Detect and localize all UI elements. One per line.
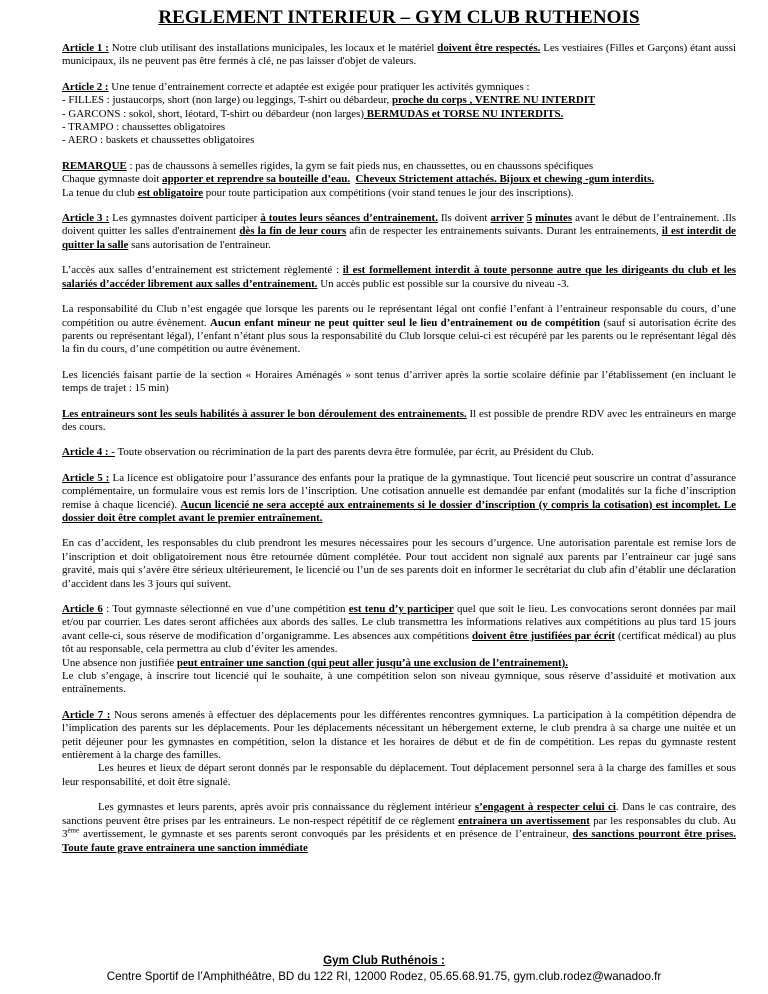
acces-paragraph: L’accès aux salles d’entrainement est strictement règlementé : il est formellement interdit à toute personne autre que les dirigeants du club et les salariés d’accéder librement aux salles d’entrainement. Un accès public est possible sur la coursive du niveau -3. (62, 264, 736, 290)
article-5-label: Article 5 : (62, 471, 110, 484)
article-1: Article 1 : Notre club utilisant des installations municipales, les locaux et le matériel doivent être respectés. Les vestiaires (Filles et Garçons) étant aussi municipaux, ils ne peuvent pas être fermés à clé, ne pas laisser d'objet de valeurs. (62, 42, 736, 68)
final-paragraph: Les gymnastes et leurs parents, après avoir pris connaissance du règlement intérieur s’engagent à respecter celui ci. Dans le cas contraire, des sanctions peuvent être prises par les entraineurs. Le non-respect répétitif de ce règlement entrainera un avertissement par les responsables du club. Au 3ème avertissement, le gymnaste et ses parents seront convoqués par les présidents et en présence de l’entraineur, des sanctions pourront être prises. Toute faute grave entrainera une sanction immédiate (62, 801, 737, 854)
article-6-label: Article 6 (62, 603, 103, 615)
document-title: REGLEMENT INTERIEUR – GYM CLUB RUTHENOIS (158, 7, 640, 28)
footer-address: Centre Sportif de l’Amphithéâtre, BD du 122 RI, 12000 Rodez, 05.65.68.91.75, gym.club.rodez@wanadoo.fr (106, 970, 662, 983)
remarque-label: REMARQUE (62, 159, 127, 172)
footer (0, 953, 768, 985)
entraineurs-paragraph: Les entraineurs sont les seuls habilités à assurer le bon déroulement des entrainements. Il est possible de prendre RDV avec les entraineurs en marge des cours. (62, 407, 736, 433)
article-3-label: Article 3 : (62, 212, 110, 225)
article-6: Article 6 : Tout gymnaste sélectionné en vue d’une compétition est tenu d’y participer quel que soit le lieu. Les convocations seront données par mail et/ou par courrier. Les dates seront affichées aux abords des salles. Le club transmettra les informations relatives aux compétitions au plus tard 15 jours avant celle-ci, sous réserve de modification d’organigramme. Les absences aux compétitions doivent être justifiées par écrit (certificat médical) au plus tôt au responsable, cela permettra au club d’éviter les amendes. Une absence non justifiée peut entrainer une sanction (qui peut aller jusqu’à une exclusion de l’entrainement). Le club s’engage, à inscrire tout licencié qui le souhaite, à une compétition selon son niveau gymnique, sous réserve d’assiduité et motivation aux entraînements. (62, 603, 736, 696)
article-2: Article 2 : Une tenue d’entrainement correcte et adaptée est exigée pour pratiquer les activités gymniques : - FILLES : justaucorps, short (non large) ou leggings, T-shirt ou débardeur, proche du corps , VENTRE NU INTERDIT - GARCONS : sokol, short, léotard, T-shirt ou débardeur (non larges) BERMUDAS et TORSE NU INTERDITS. - TRAMPO : chaussettes obligatoires - AERO : baskets et chaussettes obligatoires (62, 80, 596, 147)
article-3: Article 3 : Les gymnastes doivent participer à toutes leurs séances d’entrainement. Ils doivent arriver 5 minutes avant le début de l’entrainement. .Ils doivent quitter les salles d'entrainement dès la fin de leur cours afin de respecter les entrainements suivants. Durant les entrainements, il est interdit de quitter la salle sans autorisation de l'entraineur. (62, 212, 737, 251)
article-4-label: Article 4 : - (62, 446, 115, 459)
article-4: Article 4 : - Toute observation ou récrimination de la part des parents devra être formulée, par écrit, au Président du Club. (62, 446, 594, 459)
horaires-paragraph: Les licenciés faisant partie de la section « Horaires Aménagés » sont tenus d’arriver après la sortie scolaire définie par l’établissement (en incluant le temps de trajet : 15 min) (62, 368, 736, 395)
accident-paragraph: En cas d’accident, les responsables du club prendront les mesures nécessaires pour les secours d’urgence. Une autorisation parentale est remise lors de l’inscription et doit obligatoirement nous être retournée dûment complétée. Pour tout accident non signalé aux parents par l’entraineur car jugé sans gravité, mais qui s’avère être sérieux ultérieurement, le licencié ou l’un de ses parents doit en informer le secrétariat du club afin d’établir une déclaration d’accident dans les 3 jours qui suivent. (62, 537, 736, 590)
article-2-label: Article 2 : (62, 80, 109, 93)
footer-club-name: Gym Club Ruthénois : (323, 954, 445, 967)
responsabilite-paragraph: La responsabilité du Club n’est engagée que lorsque les parents ou le représentant légal ont confié l’enfant à l’entraineur responsable du cours, d’une compétition ou autre évènement. Aucun enfant mineur ne peut quitter seul le lieu d’entrainement ou de compétition (sauf si autorisation écrite des parents ou représentant légal), l’enfant n’étant plus sous la responsabilité du Club lorsque celui-ci est récupéré par les parents ou le représentant légal dès la fin du cours, d’une compétition ou autre évènement. (62, 303, 736, 356)
article-1-label: Article 1 : (62, 42, 109, 54)
article-7: Article 7 : Nous serons amenés à effectuer des déplacements pour les différentes rencontres gymniques. La participation à la compétition dépendra de l’implication des parents sur les déplacements. Pour les déplacements nécessitant un hébergement externe, le club prendra à sa charge une nuitée et un petit déjeuner pour les gymnastes en compétition, selon la distance et les horaires de début et de fin de compétition. Les repas du gymnaste restent entièrement à la charge des familles. (62, 708, 737, 762)
article-5: Article 5 : La licence est obligatoire pour l’assurance des enfants pour la pratique de la gymnastique. Tout licencié peut souscrire un contrat d’assurance complémentaire, un formulaire vous est remis lors de l’inscription. Une cotisation annuelle est demandée par enfant (modalités sur la fiche d’inscription remise à chaque licencié). Aucun licencié ne sera accepté aux entrainements si le dossier d’inscription (y compris la cotisation) est incomplet. Le dossier doit être complet avant le premier entraînement. (62, 471, 736, 524)
article-7-continued: Les heures et lieux de départ seront donnés par le responsable du déplacement. Tout déplacement personnel sera à la charge des familles et sous leur responsabilité, et doit être signalé. (62, 762, 736, 788)
remarque: REMARQUE : pas de chaussons à semelles rigides, la gym se fait pieds nus, en chaussettes, ou en chaussons spécifiques Chaque gymnaste doit apporter et reprendre sa bouteille d’eau. Cheveux Strictement attachés. Bijoux et chewing -gum interdits. La tenue du club est obligatoire pour toute participation aux compétitions (voir stand tenues le jour des inscriptions). (62, 159, 655, 199)
article-7-label: Article 7 : (62, 708, 111, 721)
